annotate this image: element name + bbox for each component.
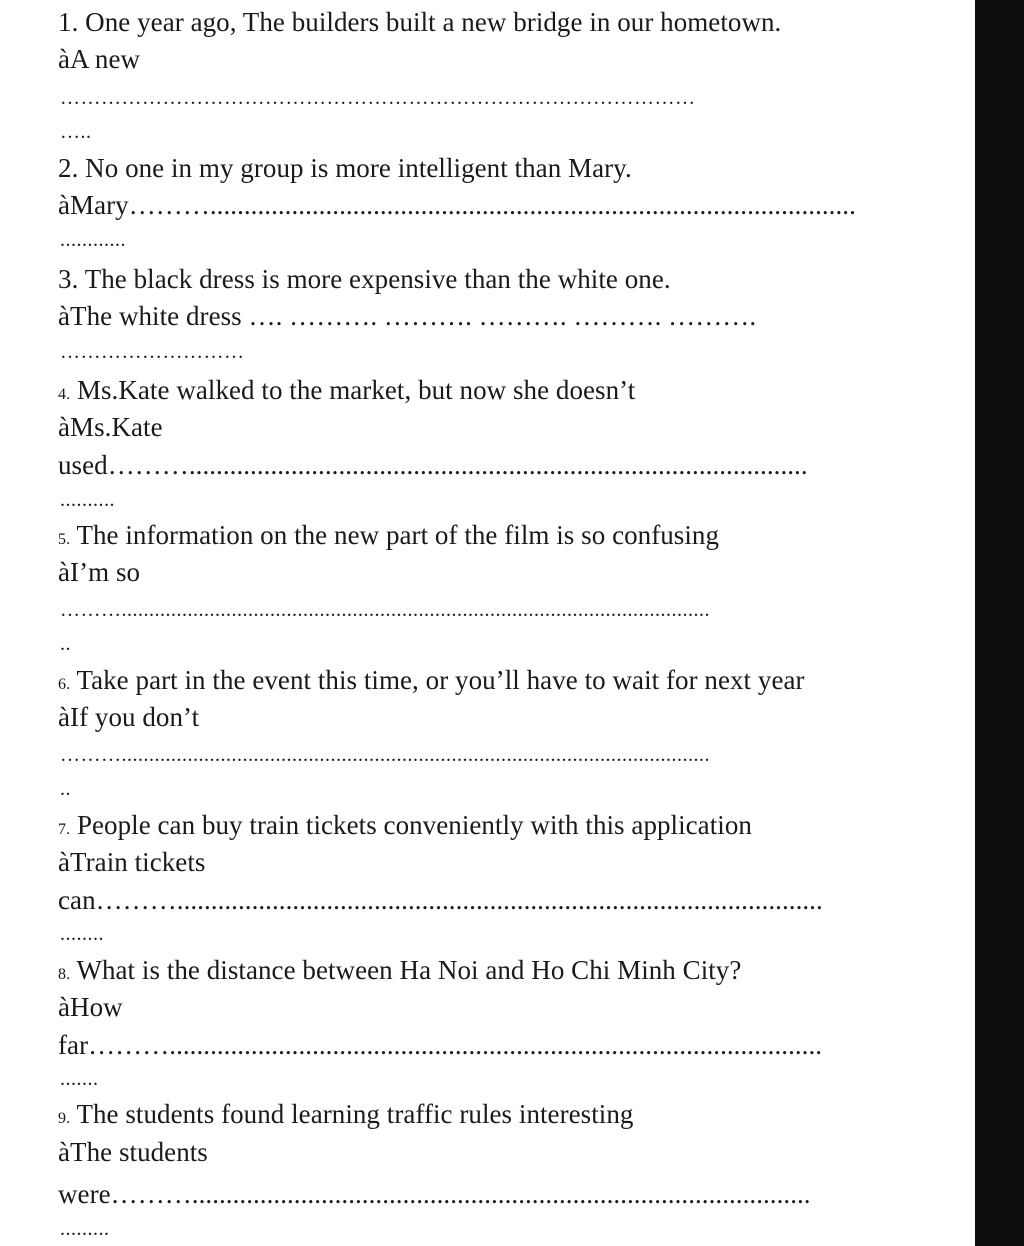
question-number: 1 bbox=[58, 7, 72, 37]
question-text: Ms.Kate walked to the market, but now she doesn’t bbox=[76, 375, 636, 405]
question-text: What is the distance between Ha Noi and Ho Chi Minh City? bbox=[76, 955, 742, 985]
question-text: One year ago, The builders built a new bridge in our hometown. bbox=[85, 7, 782, 37]
question-text: The information on the new part of the film is so confusing bbox=[76, 520, 720, 550]
answer-prompt-7: àTrain tickets bbox=[58, 847, 206, 877]
answer-prompt-1: àA new bbox=[58, 44, 141, 74]
question-6: 6. Take part in the event this time, or you’ll have to wait for next year bbox=[58, 665, 805, 695]
question-text: No one in my group is more intelligent than Mary. bbox=[85, 153, 632, 183]
question-number: 7 bbox=[58, 821, 67, 838]
continuation-dots-4: .......... bbox=[60, 489, 115, 511]
answer-prompt-9: àThe students bbox=[58, 1137, 208, 1167]
continuation-dots-3: ……………………… bbox=[60, 341, 245, 363]
question-text: The black dress is more expensive than the white one. bbox=[84, 264, 671, 294]
question-number: 6 bbox=[58, 676, 67, 693]
continuation-dots-8: ....... bbox=[60, 1068, 99, 1090]
question-number: 2 bbox=[58, 153, 72, 183]
question-number: 8 bbox=[58, 966, 67, 983]
dark-edge-strip bbox=[975, 0, 1024, 1246]
question-3: 3. The black dress is more expensive than the white one. bbox=[58, 264, 671, 294]
answer-prompt-8: àHow bbox=[58, 992, 123, 1022]
answer-line-5: ………........................................................................................................... bbox=[60, 599, 710, 621]
question-4: 4. Ms.Kate walked to the market, but now she doesn’t bbox=[58, 375, 636, 405]
answer-line-8: far………................................................................................................ bbox=[58, 1030, 823, 1060]
answer-prompt-4: àMs.Kate bbox=[58, 412, 163, 442]
continuation-dots-6: .. bbox=[60, 778, 71, 800]
answer-line-1: ………………………………………………………………………………… bbox=[60, 87, 696, 109]
continuation-dots-7: ........ bbox=[60, 923, 104, 945]
question-number: 9 bbox=[58, 1110, 67, 1127]
question-number: 4 bbox=[58, 386, 67, 403]
continuation-dots-5: .. bbox=[60, 633, 71, 655]
question-text: People can buy train tickets conveniently with this application bbox=[76, 810, 752, 840]
answer-prompt-5: àI’m so bbox=[58, 557, 141, 587]
answer-prompt-6: àIf you don’t bbox=[58, 702, 200, 732]
question-8: 8. What is the distance between Ha Noi and Ho Chi Minh City? bbox=[58, 955, 742, 985]
answer-prompt-3: àThe white dress …. ………. ………. ………. ………. ………. bbox=[58, 301, 757, 331]
question-1: 1. One year ago, The builders built a new bridge in our hometown. bbox=[58, 7, 782, 37]
question-7: 7. People can buy train tickets conveniently with this application bbox=[58, 810, 752, 840]
answer-line-4: used………........................................................................................... bbox=[58, 450, 808, 480]
answer-line-9: were………........................................................................................... bbox=[58, 1179, 811, 1209]
answer-prompt-2: àMary………............................................................................................... bbox=[58, 190, 856, 220]
continuation-dots-2: ............ bbox=[60, 229, 126, 251]
question-number: 5 bbox=[58, 531, 67, 548]
answer-line-6: ………........................................................................................................... bbox=[60, 744, 710, 766]
question-5: 5. The information on the new part of the film is so confusing bbox=[58, 520, 720, 550]
question-2: 2. No one in my group is more intelligent than Mary. bbox=[58, 153, 632, 183]
answer-line-7: can………............................................................................................... bbox=[58, 885, 823, 915]
question-text: The students found learning traffic rules interesting bbox=[76, 1099, 634, 1129]
continuation-dots-9: ......... bbox=[60, 1218, 110, 1240]
question-number: 3 bbox=[58, 264, 72, 294]
question-9: 9. The students found learning traffic rules interesting bbox=[58, 1099, 634, 1129]
question-text: Take part in the event this time, or you’ll have to wait for next year bbox=[76, 665, 805, 695]
continuation-dots-1: ….. bbox=[60, 121, 92, 143]
